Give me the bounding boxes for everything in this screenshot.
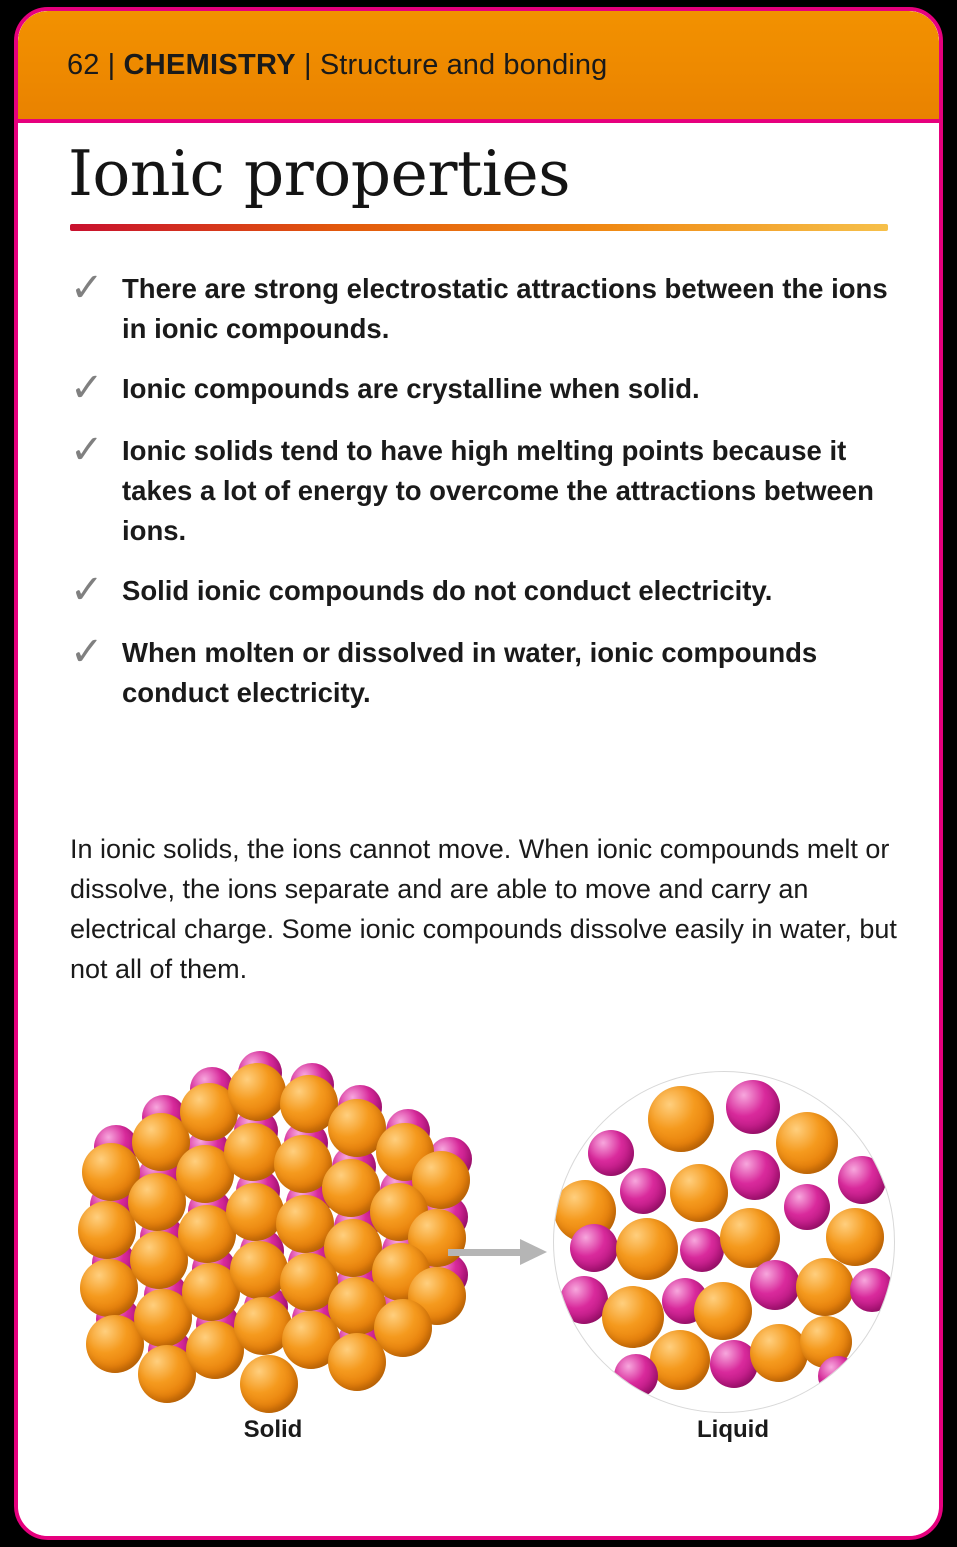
list-item-label: Ionic compounds are crystalline when solid. xyxy=(122,373,700,404)
list-item xyxy=(70,265,900,349)
header-page-number: 62 xyxy=(67,48,100,81)
title-gradient-rule xyxy=(70,224,888,231)
check-icon: ✓ xyxy=(70,629,104,675)
list-item-label: There are strong electrostatic attractions between the ions in ionic compounds. xyxy=(122,273,888,344)
list-item xyxy=(70,629,900,713)
figure-caption-liquid: Liquid xyxy=(697,1416,769,1443)
list-item-label: When molten or dissolved in water, ionic compounds conduct electricity. xyxy=(122,637,818,708)
list-item xyxy=(70,427,900,551)
liquid-circle-boundary xyxy=(553,1071,895,1413)
list-item-label: Ionic solids tend to have high melting points because it takes a lot of energy to overcome the attractions between ions. xyxy=(122,435,874,546)
header-separator-2: | xyxy=(304,48,312,81)
body-paragraph: In ionic solids, the ions cannot move. When ionic compounds melt or dissolve, the ions separate and are able to move and carry an electrical charge. Some ionic compounds dissolve easily in water, but not all of them. xyxy=(70,834,897,984)
bullet-list xyxy=(70,265,900,733)
page-frame xyxy=(14,7,943,1540)
header-subject: CHEMISTRY xyxy=(123,48,296,81)
solid-lattice-illustration xyxy=(76,1033,466,1413)
list-item xyxy=(70,365,900,411)
liquid-illustration xyxy=(553,1071,893,1411)
arrow-right-icon xyxy=(448,1239,552,1265)
check-icon: ✓ xyxy=(70,427,104,473)
header-breadcrumb xyxy=(67,49,607,82)
list-item-label: Solid ionic compounds do not conduct electricity. xyxy=(122,575,773,606)
list-item xyxy=(70,567,900,613)
check-icon: ✓ xyxy=(70,567,104,613)
ionic-structure-figure xyxy=(18,1021,939,1481)
page-header xyxy=(18,11,939,119)
header-separator-1: | xyxy=(107,48,116,81)
check-icon: ✓ xyxy=(70,365,104,411)
header-underline xyxy=(18,119,939,123)
check-icon: ✓ xyxy=(70,265,104,311)
header-topic: Structure and bonding xyxy=(319,48,608,81)
page-title: Ionic properties xyxy=(68,137,571,210)
figure-caption-solid: Solid xyxy=(243,1416,303,1443)
page-card xyxy=(18,11,939,1536)
